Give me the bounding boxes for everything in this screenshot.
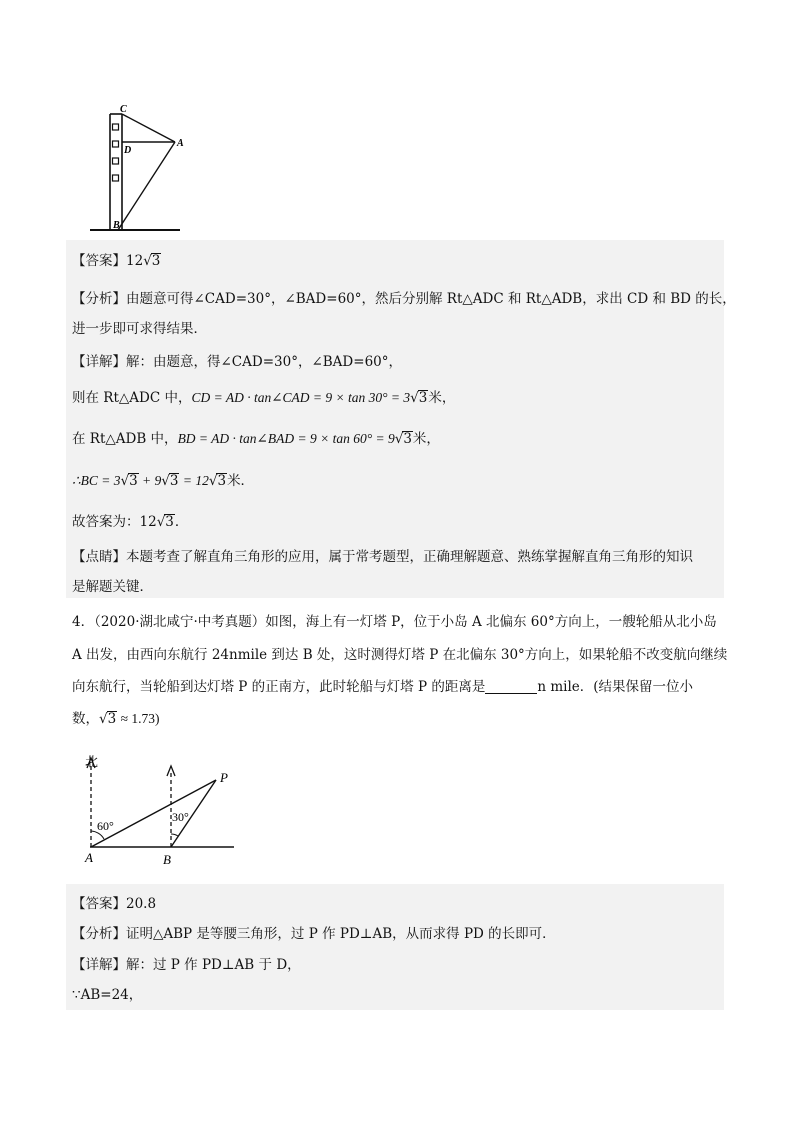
building-figure [80, 100, 200, 235]
q4-detail-line1: 【详解】解：过 P 作 PD⊥AB 于 D， [72, 957, 301, 973]
q4-stem-line4: 数，√3 ≈ 1.73) [72, 711, 160, 727]
q3-answer: 【答案】12√3 [72, 253, 161, 269]
q3-analysis-line1: 【分析】由题意可得∠CAD=30°，∠BAD=60°，然后分别解 Rt△ADC 和 Rt△ADB，求出 CD 和 BD 的长， [72, 291, 736, 307]
q4-detail-line2: ∵AB=24， [72, 987, 143, 1003]
q3-detail-line1: 【详解】解：由题意，得∠CAD=30°，∠BAD=60°， [72, 354, 402, 370]
q3-analysis-line2: 进一步即可求得结果． [72, 321, 207, 337]
label-angle-30: 30° [172, 810, 189, 824]
q4-solution-block [66, 884, 724, 1010]
label-c: C [120, 104, 127, 115]
label-p: P [220, 770, 228, 785]
label-a: A [85, 850, 93, 865]
q3-detail-line5: 故答案为：12√3． [72, 514, 189, 530]
q3-comment-line1: 【点睛】本题考查了解直角三角形的应用，属于常考题型，正确理解题意、熟练掌握解直角三角形的知识 [72, 549, 693, 565]
q4-analysis: 【分析】证明△ABP 是等腰三角形，过 P 作 PD⊥AB，从而求得 PD 的长即可． [72, 926, 556, 942]
label-north: 北 [85, 755, 99, 770]
q3-detail-line2: 则在 Rt△ADC 中，CD = AD · tan∠CAD = 9 × tan 30° = 3√3米， [72, 390, 456, 406]
q3-comment-line2: 是解题关键． [72, 579, 153, 595]
label-angle-60: 60° [97, 819, 114, 833]
label-d: D [124, 145, 132, 156]
label-b: B [113, 220, 120, 231]
q3-detail-line3: 在 Rt△ADB 中，BD = AD · tan∠BAD = 9 × tan 60° = 9√3米， [72, 431, 440, 447]
q3-detail-line4: ∴BC = 3√3 + 9√3 = 12√3米． [72, 473, 255, 489]
q4-stem-line1: 4．（2020·湖北咸宁·中考真题）如图，海上有一灯塔 P，位于小岛 A 北偏东 60°方向上，一艘轮船从北小岛 [72, 614, 717, 630]
q4-stem-line3: 向东航行，当轮船到达灯塔 P 的正南方，此时轮船与灯塔 P 的距离是 n mile．(结果保留一位小 [72, 679, 694, 695]
lighthouse-figure [78, 748, 248, 870]
label-b: B [163, 852, 171, 867]
q4-answer: 【答案】20.8 [72, 896, 157, 912]
answer-blank [485, 679, 537, 694]
q4-stem-line2: A 出发，由西向东航行 24nmile 到达 B 处，这时测得灯塔 P 在北偏东 30°方向上，如果轮船不改变航向继续 [72, 647, 728, 663]
label-a: A [177, 138, 184, 149]
